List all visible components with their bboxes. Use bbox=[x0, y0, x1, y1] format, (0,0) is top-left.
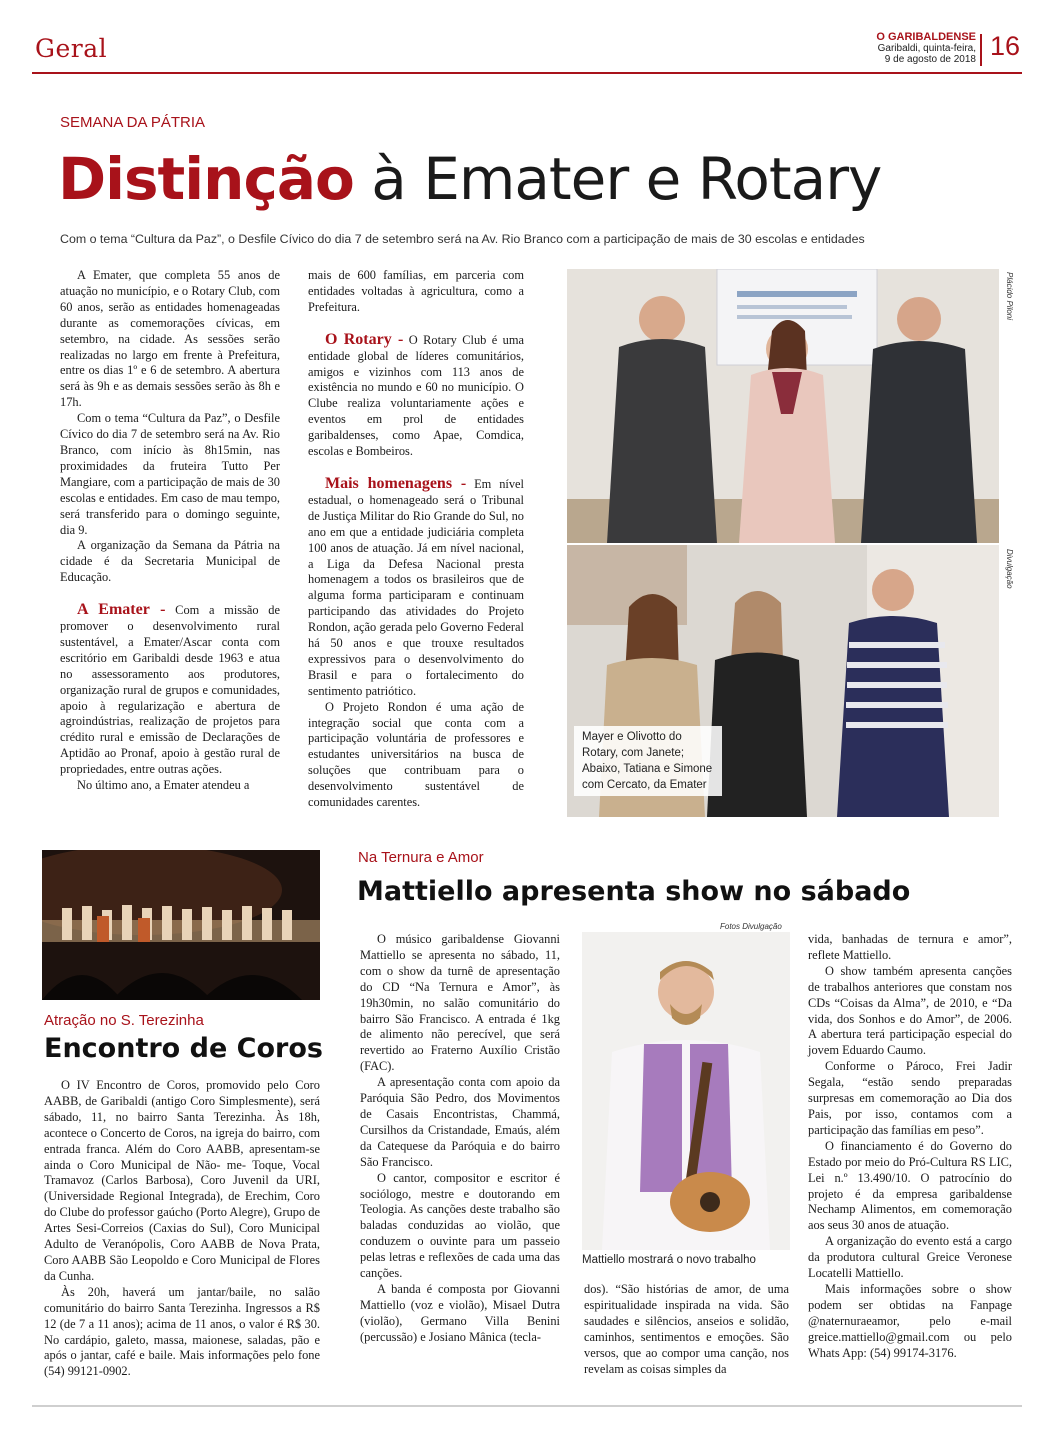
masthead bbox=[876, 32, 976, 65]
paragraph: A banda é composta por Giovanni Mattiello (voz e violão), Misael Dutra (violão), Germano Villa Benini (percussão) e Josiano Mânica (tecla- bbox=[360, 1281, 560, 1344]
headline-rest: à Emater e Rotary bbox=[353, 145, 882, 213]
subhead-mais-homenagens: Mais homenagens - bbox=[325, 474, 467, 492]
paragraph-mais bbox=[308, 476, 524, 700]
footer-rule bbox=[32, 1405, 1022, 1407]
paragraph: A organização da Semana da Pátria na cidade é da Secretaria Municipal de Educação. bbox=[60, 538, 280, 585]
paragraph: A apresentação conta com apoio da Paróquia São Pedro, dos Movimentos de Casais Encontristas, Chammá, Cursilhos da Cristandade, Emaús, além da Catequese da Paróquia e do bairro São Francisco. bbox=[360, 1075, 560, 1169]
coros-kicker: Atração no S. Terezinha bbox=[44, 1012, 204, 1029]
emater-text: Com a missão de promover o desenvolvimento rural sustentável, a Emater/Ascar conta com escritório em Garibaldi desde 1963 e atua no assessoramento aos produtores, organização rural de grupos e comunidades, apoio à regularização e abertura de agroindústrias, realização de projetos para crédito rural e emissão de Declarações de Aptidão ao Pronaf, apoio à gestão rural de propriedades, entre outras ações. bbox=[60, 603, 280, 777]
paragraph: dos). “São histórias de amor, de uma espiritualidade inspirada na vida. São saudades e silêncios, anseios e solidão, caminhos, sentimentos e emoções. São versos, que ao compor uma canção, nos revelam as coisas simples da bbox=[584, 1282, 789, 1376]
paragraph: O Projeto Rondon é uma ação de integração social que conta com a participação voluntária de professores e estudantes universitários na busca de soluções que contribuam para o desenvolvimento sustentável de comunidades carentes. bbox=[308, 699, 524, 810]
page-number-separator bbox=[980, 34, 982, 66]
coros-headline: Encontro de Coros bbox=[44, 1033, 323, 1064]
main-kicker: SEMANA DA PÁTRIA bbox=[60, 114, 206, 131]
photo-rotary-illustration bbox=[567, 269, 999, 543]
coros-body bbox=[44, 1078, 320, 1380]
rotary-text: O Rotary Club é uma entidade global de líderes comunitários, amigos e vizinhos com 113 anos de existência no mundo e 60 no município. O Clube realiza voluntariamente ações e eventos em prol de entidades garibaldenses, como Apae, Comdica, escolas e Bombeiros. bbox=[308, 332, 524, 459]
section-title: Geral bbox=[35, 34, 108, 63]
paragraph: Com o tema “Cultura da Paz”, o Desfile Cívico do dia 7 de setembro será na Av. Rio Branco, com início às 8h15min, nas proximidades da fruteira Tutto Per Mangiare, com a participação de mais de 30 escolas e entidades. Em caso de mau tempo, será transferido para o domingo seguinte, dia 9. bbox=[60, 411, 280, 537]
mattiello-kicker: Na Ternura e Amor bbox=[358, 849, 484, 866]
photo1-credit: Plácido Piloni bbox=[1005, 272, 1014, 321]
paragraph: mais de 600 famílias, em parceria com entidades voltadas à agricultura, como a Prefeitura. bbox=[308, 268, 524, 314]
main-column-2 bbox=[308, 268, 524, 811]
paragraph: O show também apresenta canções de trabalhos anteriores que constam nos CDs “Coisas da Alma”, de 2010, e “Da vida, dos Sonhos e do Amor”, de 2006. A abertura terá participação especial do jovem Eduardo Caumo. bbox=[808, 963, 1012, 1058]
photo-coros bbox=[42, 850, 320, 1000]
header-rule bbox=[32, 72, 1022, 74]
paragraph: O cantor, compositor e escritor é sociólogo, mestre e doutorando em Teologia. As canções deste trabalho são baladas conduzidas ao violão, que conduzem o ouvinte para um passeio pelas letras e reflexões de cada uma das canções. bbox=[360, 1170, 560, 1281]
mais-text: Em nível estadual, o homenageado será o Tribunal de Justiça Militar do Rio Grande do Sul, no ano em que a entidade judiciária completa 100 anos de atuação. Já em nível nacional, a Liga da Defesa Nacional presta homenagem a todos os brasileiros que de alguma forma participaram e continuam participando das atividades do Projeto Rondon, ação gerada pelo Governo Federal há 50 anos e que trouxe resultados expressivos para o desenvolvimento do Brasil e para o fortalecimento do sentimento patriótico. bbox=[308, 476, 524, 698]
photo-coros-illustration bbox=[42, 850, 320, 1000]
paragraph: Mais informações sobre o show podem ser obtidas na Fanpage @naternuraeamor, pelo e-mail greice.mattiello@gmail.com ou pelo Whats App: (54) 99174-3176. bbox=[808, 1281, 1012, 1360]
mattiello-column-2 bbox=[584, 1282, 789, 1377]
paragraph: O músico garibaldense Giovanni Mattiello se apresenta no sábado, 11, com o show da turnê de apresentação do CD “Na Ternura e Amor”, às 19h30min, no salão comunitário do bairro São Francisco. A entrada é 1kg de alimento não perecível, que será revertido ao Fraterno Auxílio Cristão (FAC). bbox=[360, 932, 560, 1074]
mattiello-column-1 bbox=[360, 932, 560, 1346]
paragraph: O IV Encontro de Coros, promovido pelo Coro AABB, de Garibaldi (antigo Coro Simplesmente), será sábado, 11, no bairro Santa Terezinha. Às 18h, acontece o Concerto de Coros, na igreja do bairro, com entrada franca. Além do Coro AABB, apresentam-se ainda o Coro Municipal de Não- me- Toque, Vocal Tramavoz (Carlos Barbosa), Coro Juvenil da URI, (Universidade Regional Integrada), de Erechim, Coro do Clube do professor gaúcho (Porto Alegre), Grupo de Artes Sesi-Correios (Caxias do Sul), Coro Municipal Adulto de Veranópolis, Coro AABB de Nova Prata, Coro AABB São Leopoldo e Coro Municipal de Flores da Cunha. bbox=[44, 1078, 320, 1283]
paragraph: vida, banhadas de ternura e amor”, reflete Mattiello. bbox=[808, 932, 1012, 962]
place-day: Garibaldi, quinta-feira, bbox=[877, 43, 976, 54]
subhead-rotary: O Rotary - bbox=[325, 330, 404, 348]
mattiello-column-3 bbox=[808, 932, 1012, 1361]
main-deck: Com o tema “Cultura da Paz”, o Desfile Cívico do dia 7 de setembro será na Av. Rio Branco com a participação de mais de 30 escolas e entidades bbox=[60, 232, 865, 246]
main-column-1 bbox=[60, 268, 280, 794]
subhead-emater: A Emater - bbox=[77, 601, 166, 619]
main-headline bbox=[58, 140, 881, 218]
paragraph: No último ano, a Emater atendeu a bbox=[77, 778, 250, 793]
photo-mattiello bbox=[582, 932, 790, 1250]
mattiello-photo-caption: Mattiello mostrará o novo trabalho bbox=[582, 1254, 756, 1266]
mattiello-photo-credit: Fotos Divulgação bbox=[720, 922, 782, 931]
paragraph-emater bbox=[60, 602, 280, 778]
page-number: 16 bbox=[990, 31, 1021, 61]
mattiello-headline: Mattiello apresenta show no sábado bbox=[357, 876, 911, 907]
photo-rotary bbox=[567, 269, 999, 543]
photo-mattiello-illustration bbox=[582, 932, 790, 1250]
paragraph: A Emater, que completa 55 anos de atuação no município, e o Rotary Club, com 60 anos, serão as entidades homenageadas durante as comemorações cívicas, em setembro, na cidade. As sessões serão realizadas no largo em frente à Prefeitura, entre os dias 1º e 6 de setembro. A abertura será às 9h e as demais sessões serão às 8h e 17h. bbox=[60, 268, 280, 410]
paragraph: Às 20h, haverá um jantar/baile, no salão comunitário do bairro Santa Terezinha. Ingressos a R$ 12 (de 7 a 11 anos); acima de 11 anos, o valor é R$ 30. No cardápio, galeto, massa, maionese, saladas, pão e após o jantar, café e baile. Mais informações pelo fone (54) 99121-0902. bbox=[44, 1284, 320, 1379]
photo2-credit: Divulgação bbox=[1005, 549, 1014, 589]
paragraph-rotary bbox=[308, 332, 524, 460]
paragraph: O financiamento é do Governo do Estado por meio do Pró-Cultura RS LIC, Lei n.º 13.490/10. O patrocínio do projeto é da empresa garibaldense Nechamp Alimentos, em comemoração aos seus 30 anos de atuação. bbox=[808, 1138, 1012, 1233]
issue-date: 9 de agosto de 2018 bbox=[884, 54, 976, 65]
newspaper-name: O GARIBALDENSE bbox=[876, 31, 976, 43]
headline-highlight: Distinção bbox=[58, 145, 354, 213]
paragraph: Conforme o Pároco, Frei Jadir Segala, “estão sendo preparadas surpresas em comemoração ao Dia dos Pais, por isso, contamos com a participação das famílias em peso”. bbox=[808, 1059, 1012, 1137]
photo-caption: Mayer e Olivotto do Rotary, com Janete; Abaixo, Tatiana e Simone com Cercato, da Emater bbox=[574, 726, 722, 796]
paragraph: A organização do evento está a cargo da produtora cultural Greice Veronese Locatelli Mattiello. bbox=[808, 1234, 1012, 1281]
